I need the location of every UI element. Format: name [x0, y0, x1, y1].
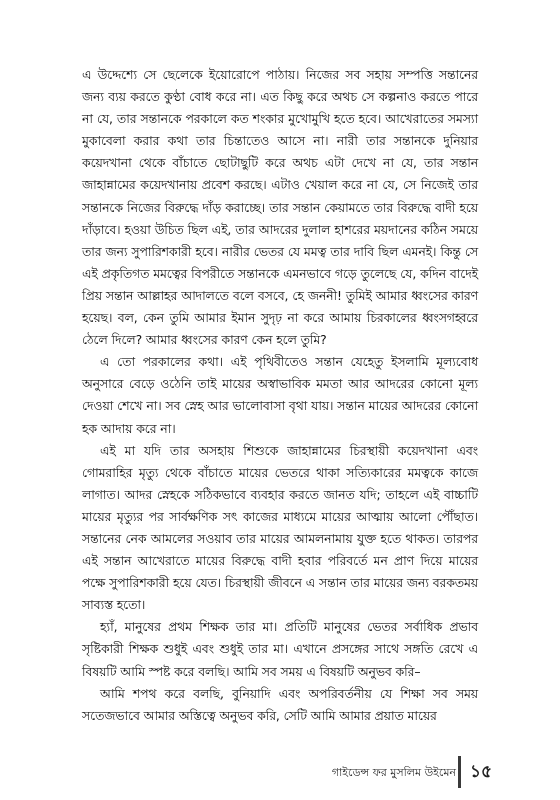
- paragraph-4: হ্যাঁ, মানুষের প্রথম শিক্ষক তার মা। প্রতিটি মানুষের ভেতর সর্বাধিক প্রভাব সৃষ্টিকারী শিক্ষক শুধুই এবং শুধুই তার মা। এখানে প্রসঙ্গের সাথে সঙ্গতি রেখে এ বিষয়টি আমি স্পষ্ট করে বলছি। আমি সব সময় এ বিষয়টি অনুভব করি–: [82, 619, 478, 679]
- paragraph-5: আমি শপথ করে বলছি, বুনিয়াদি এবং অপরিবর্তনীয় যে শিক্ষা সব সময় সতেজভাবে আমার অস্তিত্বে অনুভব করি, সেটি আমি আমার প্রয়াত মায়ের: [82, 685, 478, 723]
- page-body: [82, 64, 478, 727]
- page-footer: [260, 754, 560, 790]
- page-number: ১৫: [470, 762, 493, 782]
- running-footer-title: গাইডেন্স ফর মুসলিম উইমেন: [331, 766, 456, 779]
- paragraph-3: এই মা যদি তার অসহায় শিশুকে জাহান্নামের চিরস্থায়ী কয়েদখানা এবং গোমরাহির মৃত্যু থেকে বাঁচাতে মায়ের ভেতরে থাকা সত্যিকারের মমত্বকে কাজে লাগাত। আদর স্নেহকে সঠিকভাবে ব্যবহার করতে জানত যদি; তাহলে এই বাচ্চাটি মায়ের মৃত্যুর পর সার্বক্ষণিক সৎ কাজের মাধ্যমে মায়ের আত্মায় আলো পৌঁছাত। সন্তানের নেক আমলের সওয়াব তার মায়ের আমলনামায় যুক্ত হতে থাকত। তারপর এই সন্তান আখেরাতে মায়ের বিরুদ্ধে বাদী হবার পরিবর্তে মন প্রাণ দিয়ে মায়ের পক্ষে সুপারিশকারী হয়ে যেত। চিরস্থায়ী জীবনে এ সন্তান তার মায়ের জন্য বরকতময় সাব্যস্ত হতো।: [82, 442, 478, 613]
- paragraph-2: এ তো পরকালের কথা। এই পৃথিবীতেও সন্তান যেহেতু ইসলামি মূল্যবোধ অনুসারে বেড়ে ওঠেনি তাই মায়ের অস্বাভাবিক মমতা আর আদরের কোনো মূল্য দেওয়া শেখে না। সব স্নেহ আর ভালোবাসা বৃথা যায়। সন্তান মায়ের আদরের কোনো হক আদায় করে না।: [82, 354, 478, 436]
- paragraph-1: এ উদ্দেশ্যে সে ছেলেকে ইয়োরোপে পাঠায়। নিজের সব সহায় সম্পত্তি সন্তানের জন্য ব্যয় করতে কুণ্ঠা বোধ করে না। এত কিছু করে অথচ সে কল্পনাও করতে পারে না যে, তার সন্তানকে পরকালে কত শংকার মুখোমুখি হতে হবে। আখেরাতের সমস্যা মুকাবেলা করার কথা তার চিন্তাতেও আসে না। নারী তার সন্তানকে দুনিয়ার কয়েদখানা থেকে বাঁচাতে ছোটাছুটি করে অথচ এটা দেখে না যে, তার সন্তান জাহান্নামের কয়েদখানায় প্রবেশ করছে। এটাও খেয়াল করে না যে, সে নিজেই তার সন্তানকে নিজের বিরুদ্ধে দাঁড় করাচ্ছে। তার সন্তান কেয়ামতে তার বিরুদ্ধে বাদী হয়ে দাঁড়াবে। হওয়া উচিত ছিল এই, তার আদরের দুলাল হাশরের ময়দানের কঠিন সময়ে তার জন্য সুপারিশকারী হবে। নারীর ভেতর যে মমত্ব তার দাবি ছিল এমনই। কিন্তু সে এই প্রকৃতিগত মমত্বের বিপরীতে সন্তানকে এমনভাবে গড়ে তুলেছে যে, কদিন বাদেই প্রিয় সন্তান আল্লাহর আদালতে বলে বসবে, হে জননী! তুমিই আমার ধ্বংসের কারণ হয়েছ। বল, কেন তুমি আমার ইমান সুদৃঢ় না করে আমায় চিরকালের ধ্বংসগহ্বরে ঠেলে দিলে? আমার ধ্বংসের কারণ কেন হলে তুমি?: [82, 67, 478, 348]
- footer-divider: [458, 756, 461, 788]
